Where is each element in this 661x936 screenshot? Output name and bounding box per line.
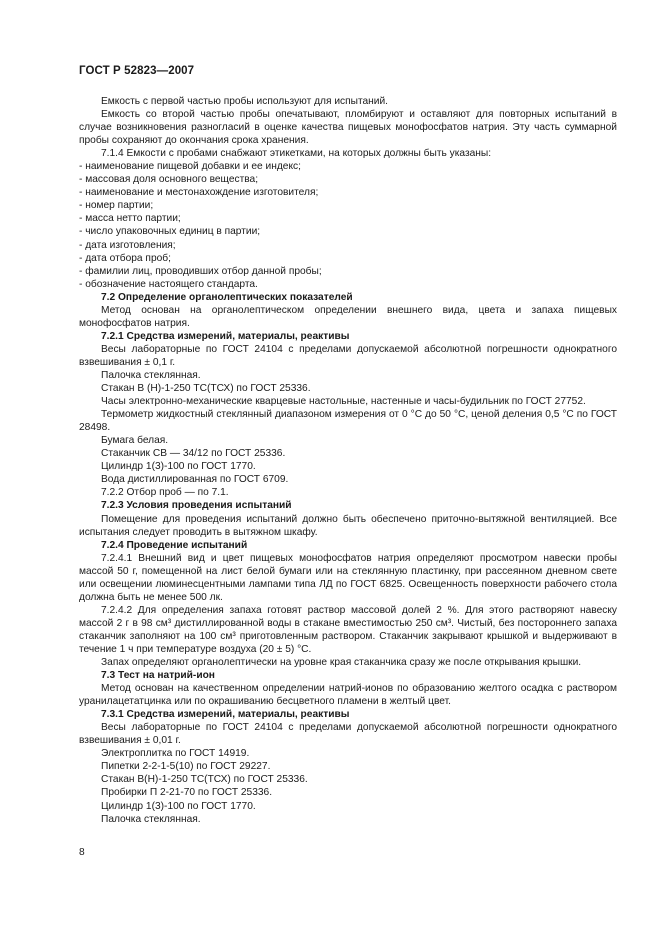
paragraph: Вода дистиллированная по ГОСТ 6709. (101, 474, 289, 486)
paragraph: Пипетки 2-2-1-5(10) по ГОСТ 29227. (101, 761, 271, 773)
list-item: - дата изготовления; (79, 239, 176, 251)
section-heading: 7.3.1 Средства измерений, материалы, реактивы (101, 709, 350, 721)
paragraph: Метод основан на качественном определении натрий-ионов по образованию желтого осадка с раствором уранилацетатцинка или по окрашиванию бесцветного пламени в желтый цвет. (79, 683, 617, 708)
paragraph: Весы лабораторные по ГОСТ 24104 с пределами допускаемой абсолютной погрешности однократного взвешивания ± 0,1 г. (79, 343, 617, 368)
list-item: - фамилии лиц, проводивших отбор данной пробы; (79, 265, 322, 277)
document-header: ГОСТ Р 52823—2007 (79, 65, 195, 77)
paragraph: Помещение для проведения испытаний должно быть обеспечено приточно-вытяжной вентиляцией. Все испытания следует проводить в вытяжном шкафу. (79, 513, 617, 538)
document-body (79, 95, 617, 826)
list-item: - наименование и местонахождение изготовителя; (79, 187, 319, 199)
paragraph: 7.2.4.2 Для определения запаха готовят раствор массовой долей 2 %. Для этого растворяют навеску массой 2 г в 98 см³ дистиллированной воды в стакане вместимостью 250 см³. Чистый, без постороннего запаха стаканчик заполняют на 100 см³ приготовленным раствором. Стаканчик закрывают крышкой и выдерживают в течение 1 ч при температуре воздуха (20 ± 5) °С. (79, 604, 617, 655)
paragraph: Стакан В (Н)-1-250 ТС(ТСХ) по ГОСТ 25336. (101, 383, 311, 395)
paragraph: Весы лабораторные по ГОСТ 24104 с пределами допускаемой абсолютной погрешности однократного взвешивания ± 0,01 г. (79, 722, 617, 747)
paragraph: Цилиндр 1(3)-100 по ГОСТ 1770. (101, 800, 256, 812)
section-heading: 7.2.3 Условия проведения испытаний (101, 500, 292, 512)
paragraph: Цилиндр 1(3)-100 по ГОСТ 1770. (101, 461, 256, 473)
paragraph: Емкость с первой частью пробы используют для испытаний. (101, 96, 389, 107)
paragraph: Пробирки П 2-21-70 по ГОСТ 25336. (101, 787, 273, 799)
paragraph: Термометр жидкостный стеклянный диапазоном измерения от 0 °С до 50 °С, ценой деления 0,5 °С по ГОСТ 28498. (79, 409, 617, 434)
paragraph: Стакан В(Н)-1-250 ТС(ТСХ) по ГОСТ 25336. (101, 774, 308, 786)
paragraph: Метод основан на органолептическом определении внешнего вида, цвета и запаха пищевых монофосфатов натрия. (79, 304, 617, 329)
list-item: - масса нетто партии; (79, 213, 181, 225)
section-heading: 7.2 Определение органолептических показателей (101, 291, 353, 303)
section-heading: 7.3 Тест на натрий-ион (101, 670, 215, 682)
list-item: - дата отбора проб; (79, 252, 171, 264)
paragraph: Емкость со второй частью пробы опечатывают, пломбируют и оставляют для повторных испытаний в случае возникновения разногласий в оценке качества пищевых монофосфатов натрия. Эту часть суммарной пробы сохраняют до окончания срока хранения. (79, 109, 617, 147)
paragraph: Запах определяют органолептически на уровне края стаканчика сразу же после открывания крышки. (101, 657, 582, 669)
paragraph: Палочка стеклянная. (101, 813, 201, 825)
paragraph: Стаканчик СВ — 34/12 по ГОСТ 25336. (101, 448, 286, 460)
paragraph: 7.2.4.1 Внешний вид и цвет пищевых монофосфатов натрия определяют просмотром навески пробы массой 50 г, помещенной на лист белой бумаги или на стеклянную пластинку, при рассеянном дневном свете или освещении люминесцентными лампами типа ЛД по ГОСТ 6825. Освещенность поверхности рабочего стола должна быть не менее 500 лк. (79, 552, 617, 603)
list-item: - массовая доля основного вещества; (79, 174, 259, 186)
page-number: 8 (79, 847, 85, 858)
section-heading: 7.2.1 Средства измерений, материалы, реактивы (101, 330, 350, 342)
section-heading: 7.2.4 Проведение испытаний (101, 539, 248, 551)
paragraph: Палочка стеклянная. (101, 369, 201, 381)
paragraph: Бумага белая. (101, 435, 169, 447)
list-item: - наименование пищевой добавки и ее индекс; (79, 161, 301, 173)
paragraph: 7.2.2 Отбор проб — по 7.1. (101, 487, 229, 499)
list-item: - число упаковочных единиц в партии; (79, 226, 261, 238)
list-item: - номер партии; (79, 200, 154, 212)
paragraph: Электроплитка по ГОСТ 14919. (101, 748, 250, 760)
list-item: - обозначение настоящего стандарта. (79, 278, 258, 290)
paragraph: Часы электронно-механические кварцевые настольные, настенные и часы-будильник по ГОСТ 27752. (101, 396, 586, 408)
paragraph: 7.1.4 Емкости с пробами снабжают этикетками, на которых должны быть указаны: (101, 148, 492, 160)
